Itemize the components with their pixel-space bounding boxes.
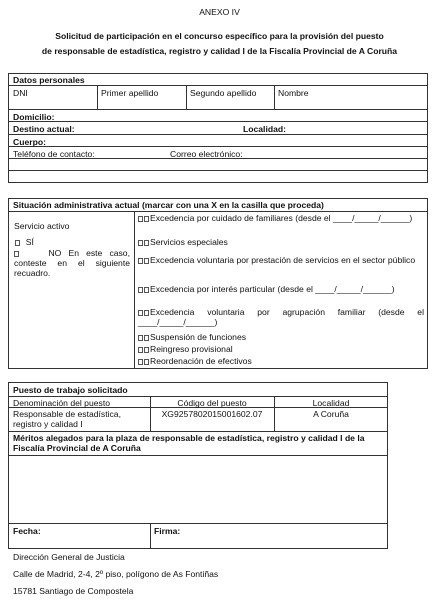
personal-data-header: Datos personales [13, 75, 85, 85]
locality-label: Localidad: [243, 124, 286, 134]
post-name-value: Responsable de estadística, registro y calidad I [13, 409, 121, 429]
option-staff-reorganization[interactable]: Reordenación de efectivos [138, 356, 252, 366]
option-provisional-reentry[interactable]: Reingreso provisional [138, 344, 233, 354]
checkbox-icon [138, 258, 143, 264]
option-personal-interest-leave[interactable]: Excedencia por interés particular (desde el ____/_____/______) [138, 284, 424, 294]
col-post-code: Código del puesto [177, 398, 247, 408]
option-family-care-leave[interactable]: Excedencia por cuidado de familiares (desde el ____/_____/______) [138, 213, 424, 223]
col-locality: Localidad [312, 398, 350, 408]
merits-field[interactable] [9, 456, 387, 522]
phone-label: Teléfono de contacto: [13, 149, 95, 159]
body-label: Cuerpo: [13, 137, 46, 147]
first-surname-label: Primer apellido [101, 88, 159, 98]
checkbox-icon [144, 310, 149, 316]
date-label: Fecha: [13, 526, 41, 536]
option-no[interactable] [14, 248, 130, 278]
option-special-services[interactable]: Servicios especiales [138, 237, 228, 247]
checkbox-icon [138, 335, 143, 341]
signature-label: Firma: [154, 526, 181, 536]
address-label: Domicilio: [13, 112, 55, 122]
checkbox-icon [138, 310, 143, 316]
situation-header: Situación administrativa actual (marcar con una X en la casilla que proceda) [13, 200, 324, 210]
locality-value: A Coruña [313, 409, 349, 419]
checkbox-icon [144, 258, 149, 264]
merits-label: Méritos alegados para la plaza de responsable de estadística, registro y calidad I de la Fiscalía Provincial de A Coruña [13, 433, 365, 453]
second-surname-label: Segundo apellido [190, 88, 257, 98]
checkbox-icon [144, 287, 149, 293]
title-line-1: Solicitud de participación en el concurso específico para la provisión del puesto [55, 31, 384, 41]
checkbox-icon [14, 251, 19, 257]
no-label: NO En este caso, conteste en el siguiente recuadro. [14, 248, 130, 278]
checkbox-icon [138, 240, 143, 246]
requested-post-header: Puesto de trabajo solicitado [13, 385, 128, 395]
checkbox-icon [138, 359, 143, 365]
col-post-name: Denominación del puesto [13, 398, 110, 408]
active-service-label: Servicio activo [14, 221, 70, 231]
footer-city: 15781 Santiago de Compostela [13, 586, 134, 596]
annex-label: ANEXO IV [199, 7, 240, 17]
checkbox-icon [144, 335, 149, 341]
option-public-sector-leave[interactable]: Excedencia voluntaria por prestación de servicios en el sector público [138, 255, 424, 265]
footer-org: Dirección General de Justicia [13, 552, 125, 562]
post-code-value: XG9257802015001602.07 [161, 409, 263, 419]
name-label: Nombre [278, 88, 309, 98]
checkbox-icon [138, 347, 143, 353]
footer-street: Calle de Madrid, 2-4, 2º piso, polígono de As Fontiñas [13, 569, 219, 579]
title-line-2: de responsable de estadística, registro y calidad I de la Fiscalía Provincial de A Coruña [41, 46, 398, 56]
email-label: Correo electrónico: [170, 149, 243, 159]
checkbox-icon [15, 240, 20, 246]
checkbox-icon [138, 287, 143, 293]
checkbox-icon [138, 216, 143, 222]
current-post-label: Destino actual: [13, 124, 75, 134]
si-label: SÍ [25, 237, 34, 247]
checkbox-icon [144, 216, 149, 222]
dni-label: DNI [13, 88, 28, 98]
option-si[interactable] [15, 237, 34, 247]
option-family-grouping-leave[interactable]: Excedencia voluntaria por agrupación familiar (desde el ____/_____/______) [138, 307, 424, 327]
checkbox-icon [144, 347, 149, 353]
option-suspension[interactable]: Suspensión de funciones [138, 332, 246, 342]
checkbox-icon [144, 240, 149, 246]
checkbox-icon [144, 359, 149, 365]
